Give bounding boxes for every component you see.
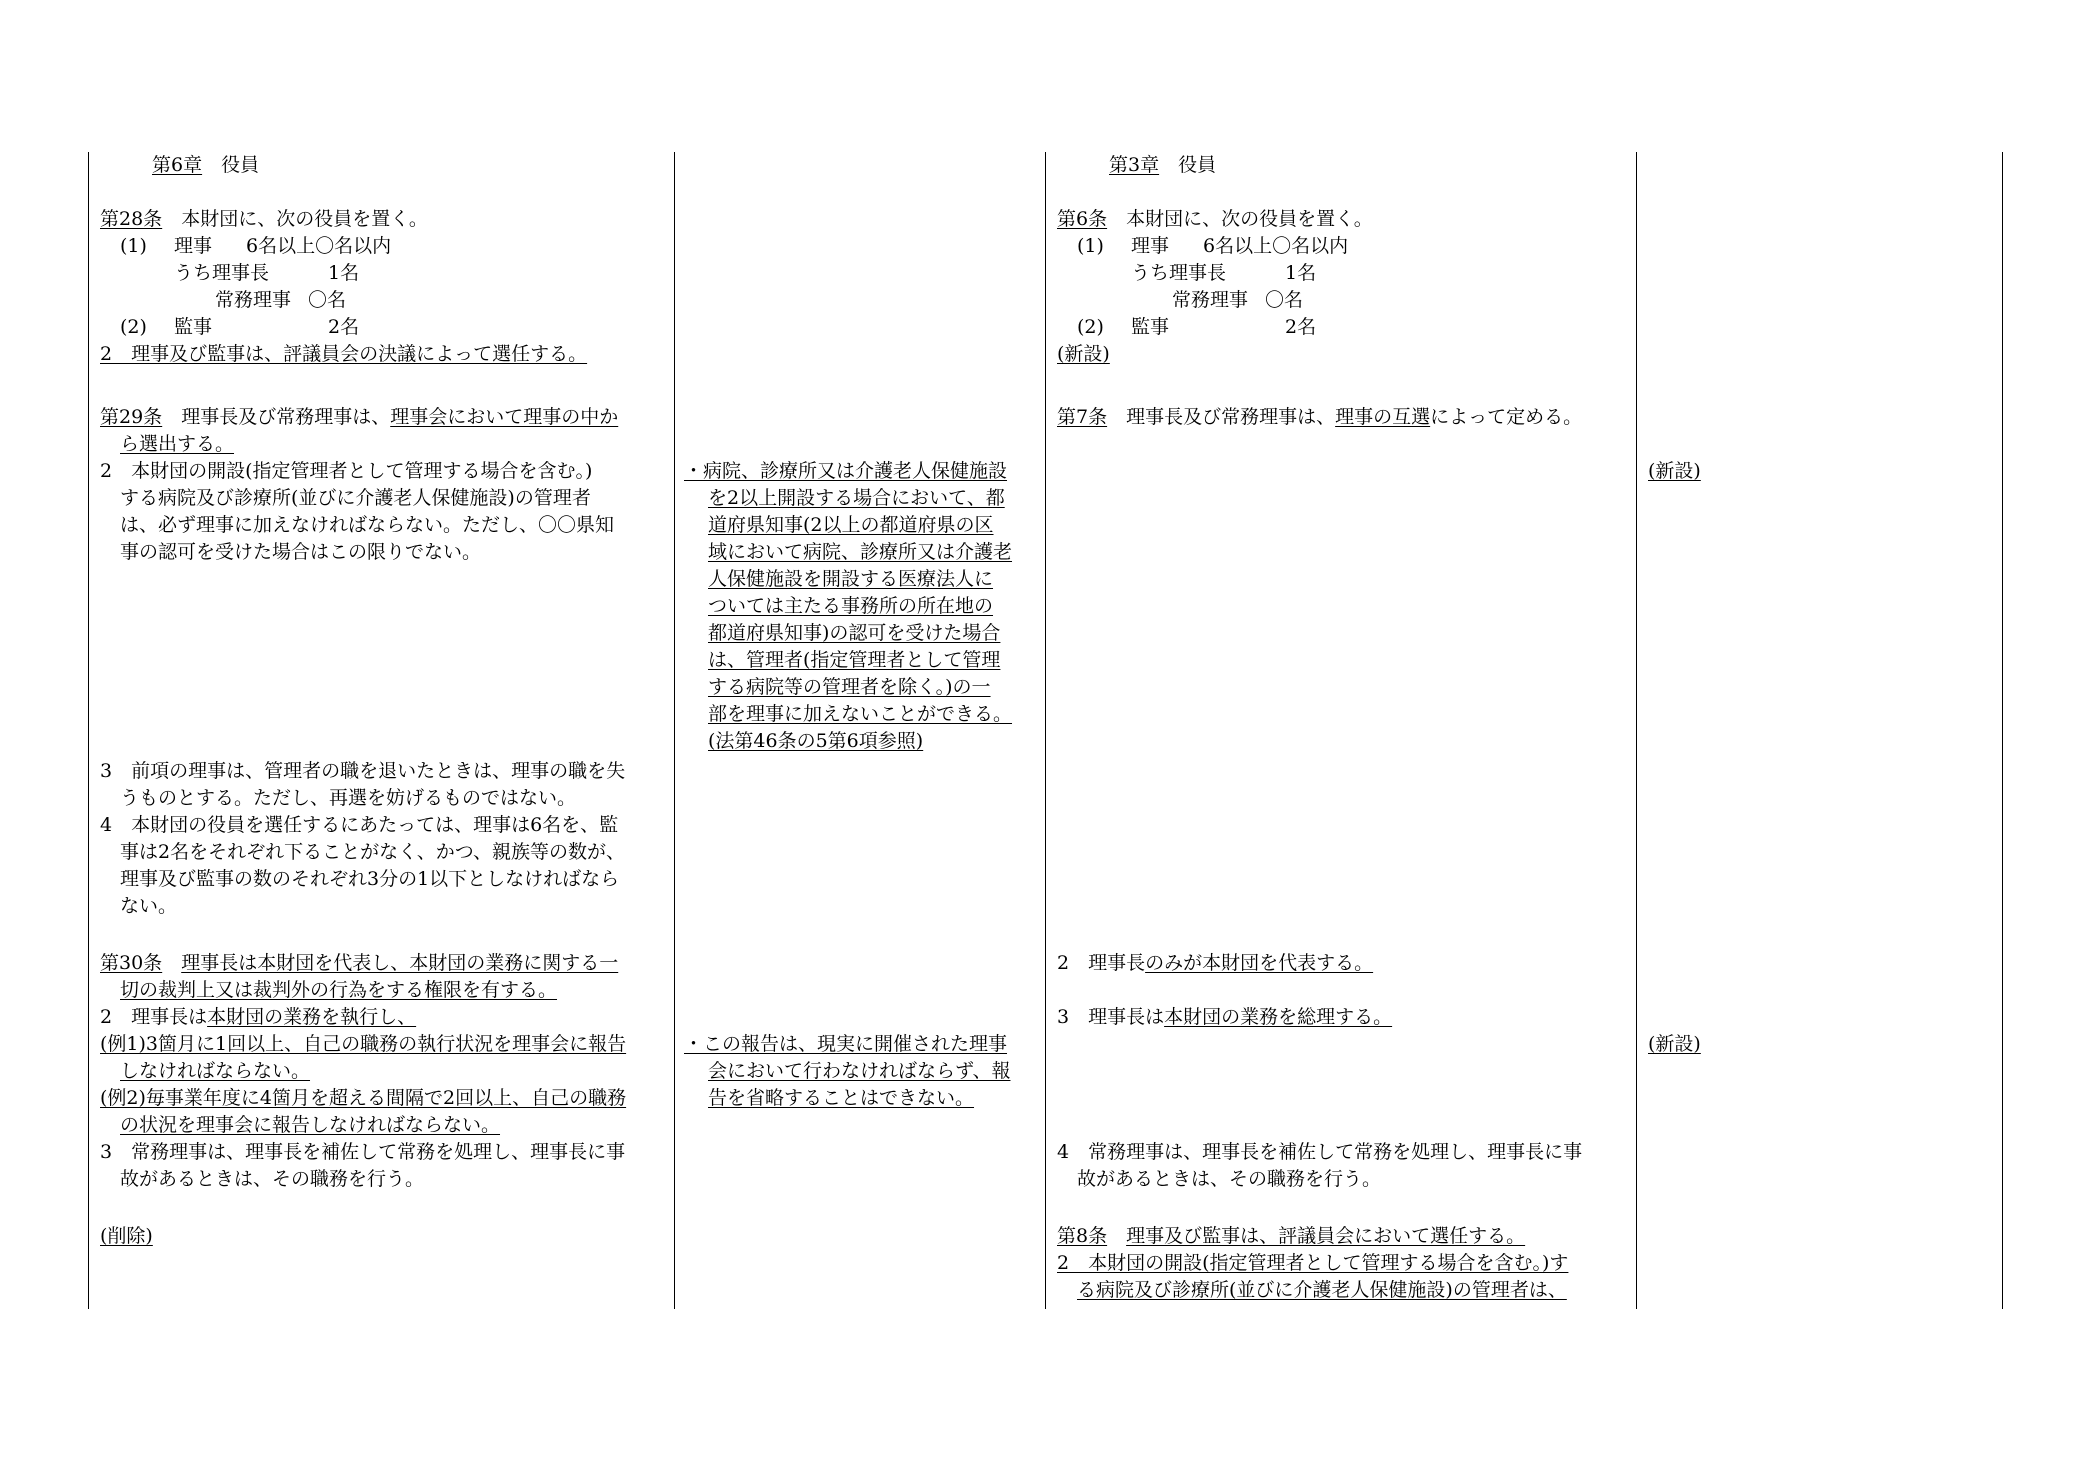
paragraph-line: 事の認可を受けた場合はこの限りでない。 <box>120 541 482 563</box>
article-7: 第7条 理事長及び常務理事は、理事の互選によって定める。 <box>1057 406 1583 428</box>
column-divider-3 <box>1636 152 1637 1309</box>
note-line: 部を理事に加えないことができる。 <box>708 703 1013 725</box>
new-marker: (新設) <box>1057 343 1110 365</box>
article-8 <box>1057 1223 1525 1250</box>
note-line: を2以上開設する場合において、都 <box>708 487 1005 509</box>
officer-sub-name: 常務理事 <box>1172 289 1249 311</box>
article-30 <box>100 950 618 977</box>
article-text: 切の裁判上又は裁判外の行為をする権限を有する。 <box>120 979 558 1001</box>
paragraph-line: は、必ず理事に加えなければならない。ただし、〇〇県知 <box>120 514 615 536</box>
paragraph-line: 2 本財団の開設(指定管理者として管理する場合を含む。)す <box>1057 1252 1569 1274</box>
paragraph-line: 3 前項の理事は、管理者の職を退いたときは、理事の職を失 <box>100 760 626 782</box>
officer-item-2: (2) <box>120 316 147 338</box>
column-divider-2 <box>1045 152 1046 1309</box>
article-29 <box>100 404 618 431</box>
article-text: 理事長及び常務理事は、 <box>181 406 391 428</box>
paragraph-line: 故があるときは、その職務を行う。 <box>120 1168 425 1190</box>
officer-item-1: (1) <box>1077 235 1104 257</box>
example-line: しなければならない。 <box>120 1060 311 1082</box>
chapter-heading <box>152 152 259 179</box>
paragraph: 2 理事長は本財団の業務を執行し、 <box>100 1006 417 1028</box>
new-marker: (新設) <box>1648 1033 1701 1055</box>
officer-sub-count: 1名 <box>328 262 360 284</box>
paragraph-line: する病院及び診療所(並びに介護老人保健施設)の管理者 <box>120 487 591 509</box>
article-text: 本財団に、次の役員を置く。 <box>1126 208 1373 230</box>
note-line: する病院等の管理者を除く。)の一 <box>708 676 991 698</box>
paragraph: 3 理事長は本財団の業務を総理する。 <box>1057 1006 1393 1028</box>
officer-name: 理事 <box>1131 235 1170 257</box>
chapter-heading <box>1109 152 1216 179</box>
paragraph-line: うものとする。ただし、再選を妨げるものではない。 <box>120 787 577 809</box>
officer-item-2: (2) <box>1077 316 1104 338</box>
article-text: 理事及び監事は、評議員会において選任する。 <box>1126 1225 1526 1247</box>
article-text: 理事会において理事の中か <box>390 406 619 428</box>
note-line: 都道府県知事)の認可を受けた場合 <box>708 622 1001 644</box>
article-label: 第8条 <box>1057 1225 1108 1247</box>
officer-name: 監事 <box>1131 316 1170 338</box>
article-text: ら選出する。 <box>120 433 235 455</box>
chapter-number: 第6章 <box>152 154 203 176</box>
officer-count: 2名 <box>328 316 360 338</box>
paragraph-line: る病院及び診療所(並びに介護老人保健施設)の管理者は、 <box>1077 1279 1567 1301</box>
article-label: 第6条 <box>1057 208 1108 230</box>
officer-count: 6名以上〇名以内 <box>1203 235 1349 257</box>
note-line: 会において行わなければならず、報 <box>708 1060 1011 1082</box>
officer-sub-name: うち理事長 <box>174 262 270 284</box>
note-line: ・病院、診療所又は介護老人保健施設 <box>684 460 1008 482</box>
article-label: 第7条 <box>1057 406 1108 428</box>
officer-name: 監事 <box>174 316 213 338</box>
example-line: の状況を理事会に報告しなければならない。 <box>120 1114 501 1136</box>
officer-sub-name: 常務理事 <box>215 289 292 311</box>
article-label: 第29条 <box>100 406 163 428</box>
paragraph-line: ない。 <box>120 895 178 917</box>
article-text: 理事長は本財団を代表し、本財団の業務に関する一 <box>181 952 619 974</box>
article-text: 本財団に、次の役員を置く。 <box>181 208 428 230</box>
officer-sub-name: うち理事長 <box>1131 262 1227 284</box>
officer-sub-count: 1名 <box>1285 262 1317 284</box>
note-line: は、管理者(指定管理者として管理 <box>708 649 1001 671</box>
chapter-number: 第3章 <box>1109 154 1160 176</box>
new-marker: (新設) <box>1648 460 1701 482</box>
paragraph-line: 3 常務理事は、理事長を補佐して常務を処理し、理事長に事 <box>100 1141 626 1163</box>
officer-count: 6名以上〇名以内 <box>246 235 392 257</box>
note-line: ついては主たる事務所の所在地の <box>708 595 994 617</box>
officer-name: 理事 <box>174 235 213 257</box>
article-28 <box>100 206 428 233</box>
officer-sub-count: 〇名 <box>1265 289 1304 311</box>
column-divider-1 <box>674 152 675 1309</box>
note-line: 人保健施設を開設する医療法人に <box>708 568 994 590</box>
article-label: 第30条 <box>100 952 163 974</box>
paragraph-line: 2 本財団の開設(指定管理者として管理する場合を含む。) <box>100 460 593 482</box>
chapter-title: 役員 <box>221 154 260 176</box>
note-line: 域において病院、診療所又は介護老 <box>708 541 1013 563</box>
officer-sub-count: 〇名 <box>308 289 347 311</box>
article-6 <box>1057 206 1373 233</box>
paragraph: 2 理事及び監事は、評議員会の決議によって選任する。 <box>100 343 588 365</box>
table-border-right <box>2002 152 2003 1309</box>
paragraph-line: 4 本財団の役員を選任するにあたっては、理事は6名を、監 <box>100 814 619 836</box>
chapter-title: 役員 <box>1178 154 1217 176</box>
note-line: ・この報告は、現実に開催された理事 <box>684 1033 1008 1055</box>
paragraph-line: 4 常務理事は、理事長を補佐して常務を処理し、理事長に事 <box>1057 1141 1583 1163</box>
paragraph-line: 故があるときは、その職務を行う。 <box>1077 1168 1382 1190</box>
note-line: 告を省略することはできない。 <box>708 1087 975 1109</box>
paragraph-line: 理事及び監事の数のそれぞれ3分の1以下としなければなら <box>120 868 620 890</box>
table-border-left <box>88 152 89 1309</box>
note-line: (法第46条の5第6項参照) <box>708 730 924 752</box>
example-line: (例2)毎事業年度に4箇月を超える間隔で2回以上、自己の職務 <box>100 1087 627 1109</box>
note-line: 道府県知事(2以上の都道府県の区 <box>708 514 994 536</box>
paragraph: 2 理事長のみが本財団を代表する。 <box>1057 952 1374 974</box>
example-line: (例1)3箇月に1回以上、自己の職務の執行状況を理事会に報告 <box>100 1033 627 1055</box>
article-label: 第28条 <box>100 208 163 230</box>
officer-count: 2名 <box>1285 316 1317 338</box>
officer-item-1: (1) <box>120 235 147 257</box>
deleted-marker: (削除) <box>100 1225 153 1247</box>
paragraph-line: 事は2名をそれぞれ下ることがなく、かつ、親族等の数が、 <box>120 841 625 863</box>
